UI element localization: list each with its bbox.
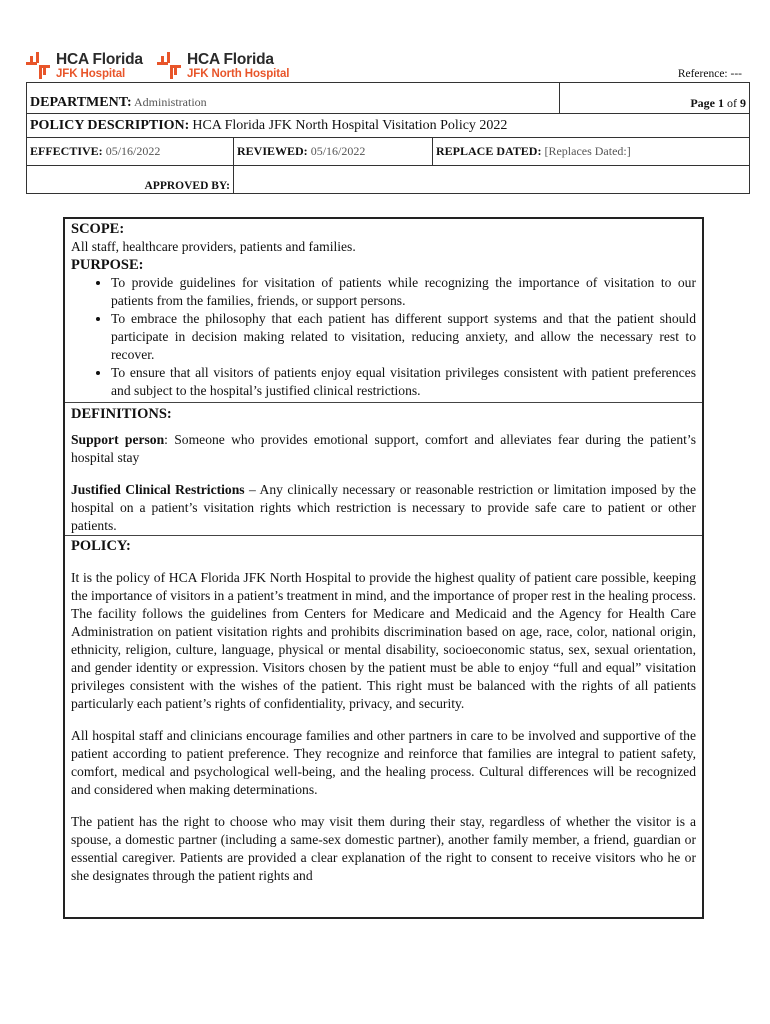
logo-subtitle: JFK Hospital — [56, 68, 126, 80]
support-person-definition — [71, 431, 696, 467]
purpose-item: • To provide guidelines for visitation of patients while recognizing the importance of visitation to our patients from the families, friends, or support persons. — [111, 274, 696, 310]
effective-date: 05/16/2022 — [105, 144, 161, 158]
policy-heading: POLICY: — [71, 538, 131, 554]
page-prefix: Page — [690, 96, 715, 110]
hca-jfk-north-hospital-logo — [157, 52, 289, 81]
logo-brand: HCA Florida — [56, 51, 143, 68]
purpose-item: • To embrace the philosophy that each patient has different support systems and that the patient should participate in decision making related to visitation, reducing anxiety, and allow the necessary rest to recover. — [111, 310, 696, 364]
policy-paragraph: The patient has the right to choose who may visit them during their stay, regardless of whether the visitor is a spouse, a domestic partner (including a same-sex domestic partner), another family member, a friend, guardian or essential caregiver. Patients are provided a clear explanation of the right to consent to receive visitors who he or she designates through the patient rights and — [71, 814, 696, 883]
policy-body — [63, 217, 704, 919]
policy-paragraph: All hospital staff and clinicians encourage families and other partners in care to be involved and supportive of the patient according to patient preference. They recognize and reinforce that families are integral to patient safety, comfort, medical and psychological well-being, and the healing process. Cultural differences will be recognized and considered when making determinations. — [71, 728, 696, 797]
replace-dated-label: REPLACE DATED: — [436, 144, 542, 158]
policy-paragraph: It is the policy of HCA Florida JFK North Hospital to provide the highest quality of patient care possible, keeping the importance of visitors in a patient’s treatment in mind, and the importance of proper rest in the healing process. The facility follows the guidelines from Centers for Medicare and Medicaid and the Agency for Health Care Administration on patient visitation rights and prohibits discrimination based on age, race, color, national origin, ethnicity, religion, culture, language, physical or mental disability, socioeconomic status, sex, sexual orientation, and gender identity or expression. Visitors chosen by the patient must be able to enjoy “full and equal” visitation privileges consistent with the wishes of the patient. This right must be balanced with the rights of all patients particularly each patient’s rights of confidentiality, privacy, and security. — [71, 570, 696, 711]
reviewed-cell — [234, 138, 433, 166]
justified-restrictions-text: – Any clinically necessary or reasonable restriction or limitation imposed by the hospital on a patient’s visitation rights which restriction is necessary to provide safe care to patient or other patients. — [71, 482, 696, 533]
support-person-term: Support person — [71, 432, 165, 447]
department-cell — [27, 83, 560, 114]
justified-restrictions-term: Justified Clinical Restrictions — [71, 482, 245, 497]
page-total: 9 — [740, 96, 746, 110]
page-current: 1 — [718, 96, 724, 110]
effective-label: EFFECTIVE: — [30, 144, 103, 158]
logo-subtitle: JFK North Hospital — [187, 68, 290, 80]
purpose-heading: PURPOSE: — [71, 257, 144, 273]
policy-description-cell — [27, 114, 750, 138]
approved-by-label: APPROVED BY: — [144, 180, 230, 192]
hca-cross-logo-icon — [26, 52, 52, 80]
logo-brand: HCA Florida — [187, 51, 274, 68]
policy-section — [65, 536, 702, 885]
policy-description-value: HCA Florida JFK North Hospital Visitation Policy 2022 — [192, 117, 508, 133]
policy-description-label: POLICY DESCRIPTION: — [30, 117, 190, 133]
replace-dated-cell — [433, 138, 750, 166]
replace-dated-value: [Replaces Dated:] — [544, 144, 631, 158]
reviewed-label: REVIEWED: — [237, 144, 308, 158]
reviewed-date: 05/16/2022 — [310, 144, 366, 158]
department-label: DEPARTMENT: — [30, 95, 132, 110]
page-indicator — [559, 83, 749, 114]
hca-cross-logo-icon — [157, 52, 183, 80]
definitions-section — [65, 403, 702, 536]
department-value: Administration — [134, 95, 207, 109]
effective-cell — [27, 138, 234, 166]
approved-by-cell — [27, 166, 234, 194]
purpose-item: • To ensure that all visitors of patients enjoy equal visitation privileges consistent with patient preferences and subject to the hospital’s justified clinical restrictions. — [111, 364, 696, 400]
scope-heading: SCOPE: — [71, 221, 125, 237]
justified-restrictions-definition — [71, 481, 696, 535]
support-person-text: : Someone who provides emotional support, comfort and alleviates fear during the patient’s hospital stay — [71, 432, 696, 465]
definitions-heading: DEFINITIONS: — [71, 406, 172, 422]
scope-purpose-section — [65, 219, 702, 403]
approved-by-value — [234, 166, 750, 194]
purpose-list — [71, 274, 696, 400]
scope-text: All staff, healthcare providers, patients and families. — [71, 239, 356, 254]
reference-label: Reference: --- — [677, 68, 742, 80]
hca-jfk-hospital-logo — [26, 52, 143, 81]
page-of: of — [727, 96, 737, 110]
policy-header-table — [26, 82, 750, 194]
